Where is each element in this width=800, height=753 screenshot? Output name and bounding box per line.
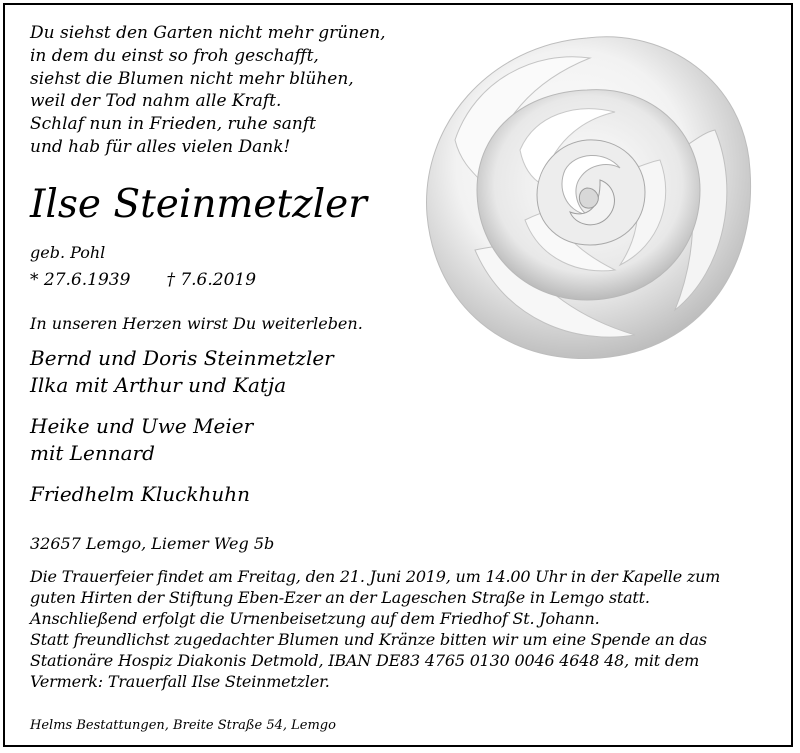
life-dates — [30, 270, 256, 290]
birth-date: * 27.6.1939 — [30, 270, 131, 290]
notice-line: Stationäre Hospiz Diakonis Detmold, IBAN DE83 4765 0130 0046 4648 48, mit dem — [30, 651, 700, 670]
notice-line: guten Hirten der Stiftung Eben-Ezer an der Lageschen Straße in Lemgo statt. — [30, 588, 650, 607]
mourners — [30, 345, 334, 522]
notice-line: Vermerk: Trauerfall Ilse Steinmetzler. — [30, 672, 330, 691]
poem-line: Du siehst den Garten nicht mehr grünen, — [30, 23, 386, 43]
notice-line: Die Trauerfeier findet am Freitag, den 21. Juni 2019, um 14.00 Uhr in der Kapelle zum — [30, 567, 721, 586]
deceased-name: Ilse Steinmetzler — [30, 182, 367, 227]
family-address: 32657 Lemgo, Liemer Weg 5b — [30, 534, 275, 553]
mourner-group — [30, 481, 334, 508]
poem — [30, 22, 386, 159]
mourner-line: Heike und Uwe Meier — [30, 414, 254, 438]
mourner-line: Bernd und Doris Steinmetzler — [30, 346, 334, 370]
undertaker: Helms Bestattungen, Breite Straße 54, Lemgo — [30, 718, 336, 733]
mourner-line: Friedhelm Kluckhuhn — [30, 482, 250, 506]
poem-line: in dem du einst so froh geschafft, — [30, 45, 319, 66]
poem-line: und hab für alles vielen Dank! — [30, 136, 291, 157]
mourner-line: Ilka mit Arthur und Katja — [30, 373, 287, 397]
notice-line: Statt freundlichst zugedachter Blumen und Kränze bitten wir um eine Spende an das — [30, 630, 707, 649]
rose-image — [415, 20, 760, 365]
poem-line: siehst die Blumen nicht mehr blühen, — [30, 68, 354, 89]
mourner-line: mit Lennard — [30, 441, 155, 465]
death-date: † 7.6.2019 — [166, 270, 257, 290]
poem-line: Schlaf nun in Frieden, ruhe sanft — [30, 114, 316, 135]
notice-line: Anschließend erfolgt die Urnenbeisetzung auf dem Friedhof St. Johann. — [30, 609, 600, 628]
poem-line: weil der Tod nahm alle Kraft. — [30, 91, 282, 112]
tagline: In unseren Herzen wirst Du weiterleben. — [30, 314, 363, 333]
mourner-group — [30, 345, 334, 399]
birth-name: geb. Pohl — [30, 243, 106, 262]
funeral-notice — [30, 566, 720, 692]
mourner-group — [30, 413, 334, 467]
